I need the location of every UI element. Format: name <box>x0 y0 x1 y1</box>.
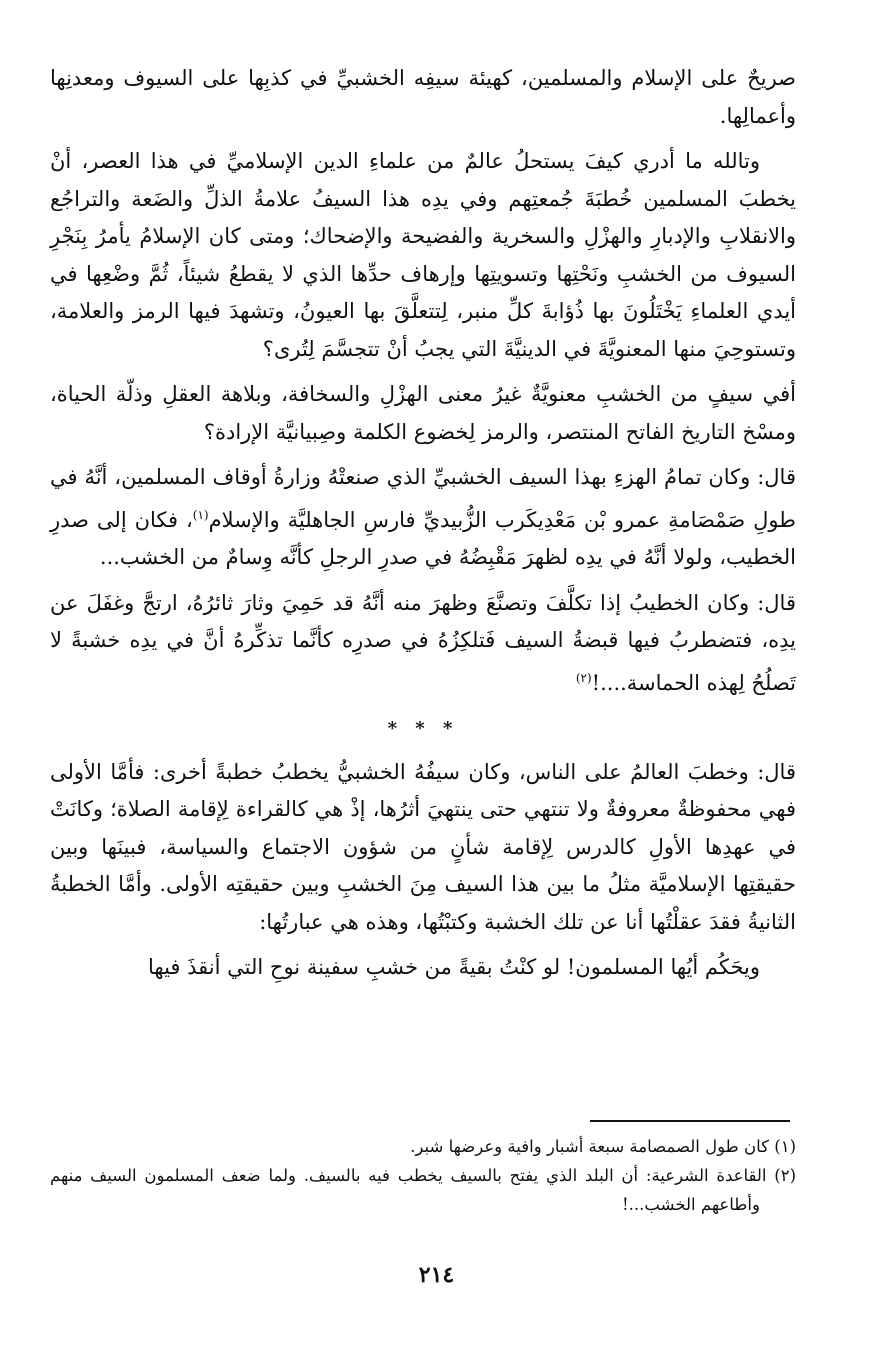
paragraph-7: ويحَكُم أيُها المسلمون! لو كنْتُ بقيةً من خشبِ سفينة نوحِ التي أنقذَ فيها <box>148 955 760 979</box>
footnotes <box>50 1132 796 1219</box>
page-number: ٢١٤ <box>418 1262 455 1288</box>
paragraph-3: أفي سيفٍ من الخشبِ معنويَّةٌ غيرُ معنى الهزْلِ والسخافة، وبلاهة العقلِ وذلّة الحياة، ومسْخ التاريخ الفاتح المنتصر، والرمز لِخضوع الكلمة وصِبيانيَّة الإرادة؟ <box>50 382 796 444</box>
footnote-divider <box>590 1120 790 1122</box>
footnote-ref-1: (١) <box>192 507 209 522</box>
paragraph-4-part-1: قال: وكان تمامُ الهزءِ بهذا السيف الخشبيِّ الذي صنعتْهُ وزارةُ أوقاف المسلمين، أنَّهُ في طولِ صَمْصَامةِ عمرو بْن مَعْدِيكَرب الزُّبيديِّ فارسِ الجاهليَّة والإسلام <box>50 465 796 532</box>
section-separator: * * * <box>387 718 459 739</box>
paragraph-4 <box>50 459 796 577</box>
paragraph-2: وتالله ما أدري كيفَ يستحلُ عالمٌ من علماءِ الدين الإسلاميِّ في هذا العصر، أنْ يخطبَ المسلمين خُطبَةَ جُمعتِهم وفي يدِه هذا السيفُ علامةُ الذلِّ والضَعة والتراجُع والانقلابِ والإدبارِ والهزْلِ والسخرية والفضيحة والإضحاك؛ ومتى كان الإسلامُ يأمرُ بِنَجْرِ السيوف من الخشبِ ونَحْتِها وتسويتِها وإرهاف حدِّها الذي لا يقطعُ شيئاً، ثُمَّ وضْعِها في أيدي العلماءِ يَخْتَلُونَ بها ذُؤابةَ كلِّ منبر، لِتتعلَّقَ بها العيونُ، وتشهدَ فيها الرمز والعلامة، وتستوحِيَ منها المعنويَّةَ في الدينيَّةَ التي يجبُ أنْ تتجسَّمَ لِتُرى؟ <box>50 149 796 361</box>
paragraph-5-text: قال: وكان الخطيبُ إذا تكلَّفَ وتصنَّعَ وظهرَ منه أنَّهُ قد حَمِيَ وثارَ ثائرُهُ، ارتجَّ وغفَلَ عن يدِه، فتضطربُ فيها قبضةُ السيف فَتلكِزُهُ في صدرِه كأنَّما تذكِّرهُ أنَّ في يدِه خشبةً لا تَصلُحُ لِهذه الحماسة....! <box>50 590 796 695</box>
main-text <box>50 60 796 995</box>
footnote-ref-2: (٢) <box>575 670 592 685</box>
paragraph-5 <box>50 585 796 703</box>
paragraph-1: صريحٌ على الإسلام والمسلمين، كهيئة سيفِه الخشبيِّ في كذبِها على السيوف ومعدنِها وأعمالِها. <box>50 66 796 128</box>
paragraph-4-part-2: ، فكان إلى صدرِ الخطيب، ولولا أنَّهُ في يدِه لظهرَ مَقْبِضُهُ في صدرِ الرجلِ كأنَّه وِسامٌ من الخشب... <box>50 507 796 569</box>
footnote-2: (٢) القاعدة الشرعية: أن البلد الذي يفتح بالسيف يخطب فيه بالسيف. ولما ضعف المسلمون السيف منهم وأطاعهم الخشب...! <box>50 1166 796 1214</box>
paragraph-6: قال: وخطبَ العالمُ على الناس، وكان سيفُهُ الخشبيُّ يخطبُ خطبةً أخرى: فأمَّا الأولى فهي محفوظةٌ معروفةٌ ولا تنتهي حتى ينتهيَ أثرُها، إذْ هي كالقراءة لِإقامة الصلاة؛ وكانَتْ في عهدِها الأولِ كالدرس لِإقامة شأنٍ من شؤون الاجتماع والسياسة، فبينَها وبين حقيقتِها الإسلاميَّة مثلُ ما بين هذا السيف مِنَ الخشبِ وبين حقيقتِه الأولى. وأمَّا الخطبةُ الثانيةُ فقدَ عقلْتُها أنا عن تلك الخشبة وكتبْتُها، وهذه هي عبارتُها: <box>50 759 796 934</box>
footnote-1: (١) كان طول الصمصامة سبعة أشبار وافية وعرضها شبر. <box>410 1137 796 1156</box>
